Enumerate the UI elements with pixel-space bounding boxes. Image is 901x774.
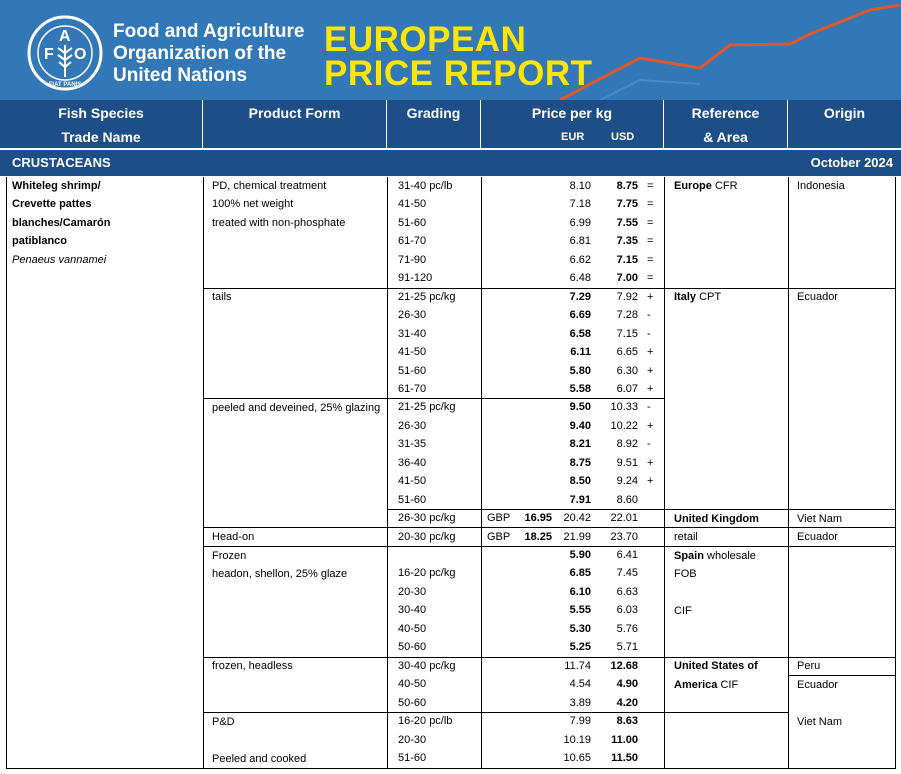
row-usd-price: 11.50 (611, 752, 638, 764)
row-eur-price: 6.85 (569, 567, 591, 579)
row-usd-price: 7.92 (616, 291, 638, 303)
header-eur: EUR (561, 131, 585, 143)
row-gbp-value: 16.95 (524, 512, 552, 524)
species-name-line-3: blanches/Camarón (12, 217, 111, 229)
row-usd-price: 6.03 (616, 604, 638, 616)
emblem-letter-o: O (74, 46, 87, 63)
report-title-line-1: EUROPEAN (324, 20, 527, 59)
row-usd-price: 10.22 (610, 420, 638, 432)
row-change-indicator: - (647, 401, 651, 413)
row-eur-price: 6.81 (569, 235, 591, 247)
row-eur-price: 8.75 (569, 457, 591, 469)
row-grade: 30-40 (398, 604, 427, 616)
row-grade: 50-60 (398, 641, 427, 653)
reference-area: CIF (674, 605, 692, 617)
row-grade: 41-50 (398, 346, 427, 358)
row-eur-price: 5.90 (569, 549, 591, 561)
row-usd-price: 7.55 (616, 217, 638, 229)
row-grade: 61-70 (398, 235, 427, 247)
row-usd-price: 5.71 (616, 641, 638, 653)
row-usd-price: 5.76 (616, 623, 638, 635)
row-grade: 26-30 (398, 309, 427, 321)
row-grade: 20-30 pc/kg (398, 531, 456, 543)
header-grading: Grading (387, 100, 481, 150)
row-eur-price: 6.62 (569, 254, 591, 266)
row-grade: 51-60 (398, 494, 427, 506)
origin: Viet Nam (797, 716, 843, 728)
row-grade: 31-40 pc/lb (398, 180, 453, 192)
row-usd-price: 8.75 (616, 180, 638, 192)
row-eur-price: 9.40 (569, 420, 591, 432)
row-eur-price: 6.99 (569, 217, 591, 229)
wheat-icon (58, 45, 72, 77)
row-usd-price: 6.65 (616, 346, 638, 358)
header-product-form: Product Form (203, 100, 387, 150)
row-change-indicator: + (647, 475, 654, 487)
row-grade: 31-35 (398, 438, 427, 450)
reference-area: Europe CFR (674, 180, 738, 192)
report-banner (0, 0, 901, 100)
row-usd-price: 9.51 (616, 457, 638, 469)
row-usd-price: 11.00 (611, 734, 638, 746)
reference-area: United States of (674, 660, 758, 672)
row-usd-price: 7.15 (616, 328, 638, 340)
row-change-indicator: + (647, 291, 654, 303)
row-eur-price: 5.25 (569, 641, 591, 653)
org-name-line-2: Organization of the (113, 43, 287, 64)
row-grade: 50-60 (398, 697, 427, 709)
row-eur-price: 6.69 (569, 309, 591, 321)
header-reference: Reference & Area (664, 100, 788, 150)
product-form: PD, chemical treatment (212, 180, 327, 192)
row-change-indicator: = (647, 235, 654, 247)
row-grade: 41-50 (398, 198, 427, 210)
origin: Indonesia (797, 180, 845, 192)
product-form: peeled and deveined, 25% glazing (212, 402, 381, 414)
row-eur-price: 3.89 (569, 697, 591, 709)
header-origin: Origin (823, 105, 866, 121)
row-change-indicator: + (647, 346, 654, 358)
row-change-indicator: = (647, 180, 654, 192)
price-table (0, 177, 901, 769)
origin: Ecuador (797, 291, 838, 303)
column-header (0, 100, 901, 150)
row-grade: 71-90 (398, 254, 427, 266)
product-form: frozen, headless (212, 660, 293, 672)
row-usd-price: 23.70 (610, 531, 638, 543)
row-change-indicator: - (647, 328, 651, 340)
reference-area: United Kingdom (674, 513, 759, 525)
row-eur-price: 8.10 (569, 180, 591, 192)
row-gbp-label: GBP (487, 531, 511, 543)
row-grade: 30-40 pc/kg (398, 660, 456, 672)
reference-area: Spain wholesale (674, 550, 756, 562)
row-grade: 26-30 pc/kg (398, 512, 456, 524)
row-grade: 31-40 (398, 328, 427, 340)
row-gbp-label: GBP (487, 512, 511, 524)
row-grade: 20-30 (398, 734, 427, 746)
org-name-line-3: United Nations (113, 65, 248, 86)
product-form: headon, shellon, 25% glaze (212, 568, 348, 580)
row-usd-price: 22.01 (610, 512, 638, 524)
row-eur-price: 6.11 (570, 346, 591, 358)
row-gbp-value: 18.25 (524, 531, 552, 543)
row-eur-price: 7.18 (569, 198, 591, 210)
row-eur-price: 5.80 (569, 365, 591, 377)
row-usd-price: 7.35 (616, 235, 638, 247)
row-change-indicator: = (647, 254, 654, 266)
reference-area: Italy CPT (674, 291, 722, 303)
row-change-indicator: = (647, 272, 654, 284)
row-grade: 16-20 pc/kg (398, 567, 456, 579)
row-change-indicator: + (647, 457, 654, 469)
row-usd-price: 4.20 (616, 697, 638, 709)
row-grade: 91-120 (398, 272, 433, 284)
row-usd-price: 4.90 (616, 678, 638, 690)
row-eur-price: 10.65 (563, 752, 591, 764)
row-eur-price: 6.10 (569, 586, 591, 598)
row-usd-price: 9.24 (616, 475, 638, 487)
row-grade: 20-30 (398, 586, 427, 598)
row-grade: 40-50 (398, 623, 427, 635)
row-grade: 21-25 pc/kg (398, 291, 456, 303)
row-grade: 51-60 (398, 752, 427, 764)
row-change-indicator: + (647, 420, 654, 432)
row-eur-price: 7.29 (569, 291, 591, 303)
row-grade: 16-20 pc/lb (398, 715, 453, 727)
row-eur-price: 5.58 (569, 383, 591, 395)
row-eur-price: 5.30 (569, 623, 591, 635)
product-form: treated with non-phosphate (212, 217, 346, 229)
row-usd-price: 8.60 (616, 494, 638, 506)
header-price-per-kg: Price per kg EUR USD (481, 100, 664, 150)
row-usd-price: 6.63 (616, 586, 638, 598)
report-title-line-2: PRICE REPORT (324, 54, 593, 93)
reference-area: America CIF (674, 679, 739, 691)
row-usd-price: 7.00 (616, 272, 638, 284)
row-eur-price: 20.42 (563, 512, 591, 524)
product-form: Frozen (212, 550, 247, 562)
row-grade: 61-70 (398, 383, 427, 395)
row-usd-price: 7.28 (616, 309, 638, 321)
row-eur-price: 8.21 (569, 438, 591, 450)
trend-line-graphic (560, 5, 900, 100)
row-usd-price: 7.15 (616, 254, 638, 266)
header-fish-species: Fish Species Trade Name (0, 100, 203, 150)
header-usd: USD (611, 131, 635, 143)
species-name-line-1: Whiteleg shrimp/ (12, 180, 101, 192)
section-band (0, 150, 901, 176)
row-eur-price: 5.55 (569, 604, 591, 616)
row-change-indicator: = (647, 198, 654, 210)
row-change-indicator: - (647, 438, 651, 450)
row-usd-price: 6.30 (616, 365, 638, 377)
row-usd-price: 8.63 (616, 715, 638, 727)
species-name-line-2: Crevette pattes (12, 198, 92, 210)
row-usd-price: 7.45 (616, 567, 638, 579)
row-grade: 51-60 (398, 365, 427, 377)
origin: Peru (797, 660, 821, 672)
row-eur-price: 6.48 (569, 272, 591, 284)
row-eur-price: 21.99 (563, 531, 591, 543)
row-change-indicator: + (647, 365, 654, 377)
row-eur-price: 6.58 (569, 328, 591, 340)
row-usd-price: 12.68 (610, 660, 638, 672)
row-grade: 40-50 (398, 678, 427, 690)
row-usd-price: 8.92 (616, 438, 638, 450)
emblem-letter-a: A (59, 28, 71, 45)
fao-emblem-logo (27, 15, 103, 91)
row-eur-price: 8.50 (569, 475, 591, 487)
row-grade: 36-40 (398, 457, 427, 469)
row-usd-price: 6.41 (616, 549, 638, 561)
row-usd-price: 10.33 (610, 401, 638, 413)
reference-area: retail (674, 531, 698, 543)
row-eur-price: 11.74 (564, 660, 591, 672)
reference-area: FOB (674, 568, 697, 580)
row-change-indicator: + (647, 383, 654, 395)
species-name-line-4: patiblanco (12, 235, 68, 247)
org-name-line-1: Food and Agriculture (113, 21, 305, 42)
product-form: 100% net weight (212, 198, 294, 210)
row-change-indicator: = (647, 217, 654, 229)
origin: Ecuador (797, 679, 838, 691)
report-date: October 2024 (810, 155, 893, 170)
row-eur-price: 9.50 (569, 401, 591, 413)
product-form: Peeled and cooked (212, 753, 307, 765)
row-grade: 21-25 pc/kg (398, 401, 456, 413)
row-grade: 51-60 (398, 217, 427, 229)
section-title: CRUSTACEANS (12, 155, 111, 170)
species-latin-name: Penaeus vannamei (12, 254, 107, 266)
origin: Ecuador (797, 531, 838, 543)
row-grade: 26-30 (398, 420, 427, 432)
product-form: Head-on (212, 531, 255, 543)
row-eur-price: 7.91 (569, 494, 591, 506)
row-usd-price: 6.07 (616, 383, 638, 395)
row-eur-price: 7.99 (569, 715, 591, 727)
row-eur-price: 4.54 (569, 678, 591, 690)
emblem-letter-f: F (44, 46, 54, 63)
product-form: P&D (212, 716, 235, 728)
row-grade: 41-50 (398, 475, 427, 487)
product-form: tails (212, 291, 232, 303)
origin: Viet Nam (797, 513, 843, 525)
row-change-indicator: - (647, 309, 651, 321)
row-usd-price: 7.75 (616, 198, 638, 210)
emblem-motto: FIAT PANIS (48, 82, 82, 88)
row-eur-price: 10.19 (563, 734, 591, 746)
